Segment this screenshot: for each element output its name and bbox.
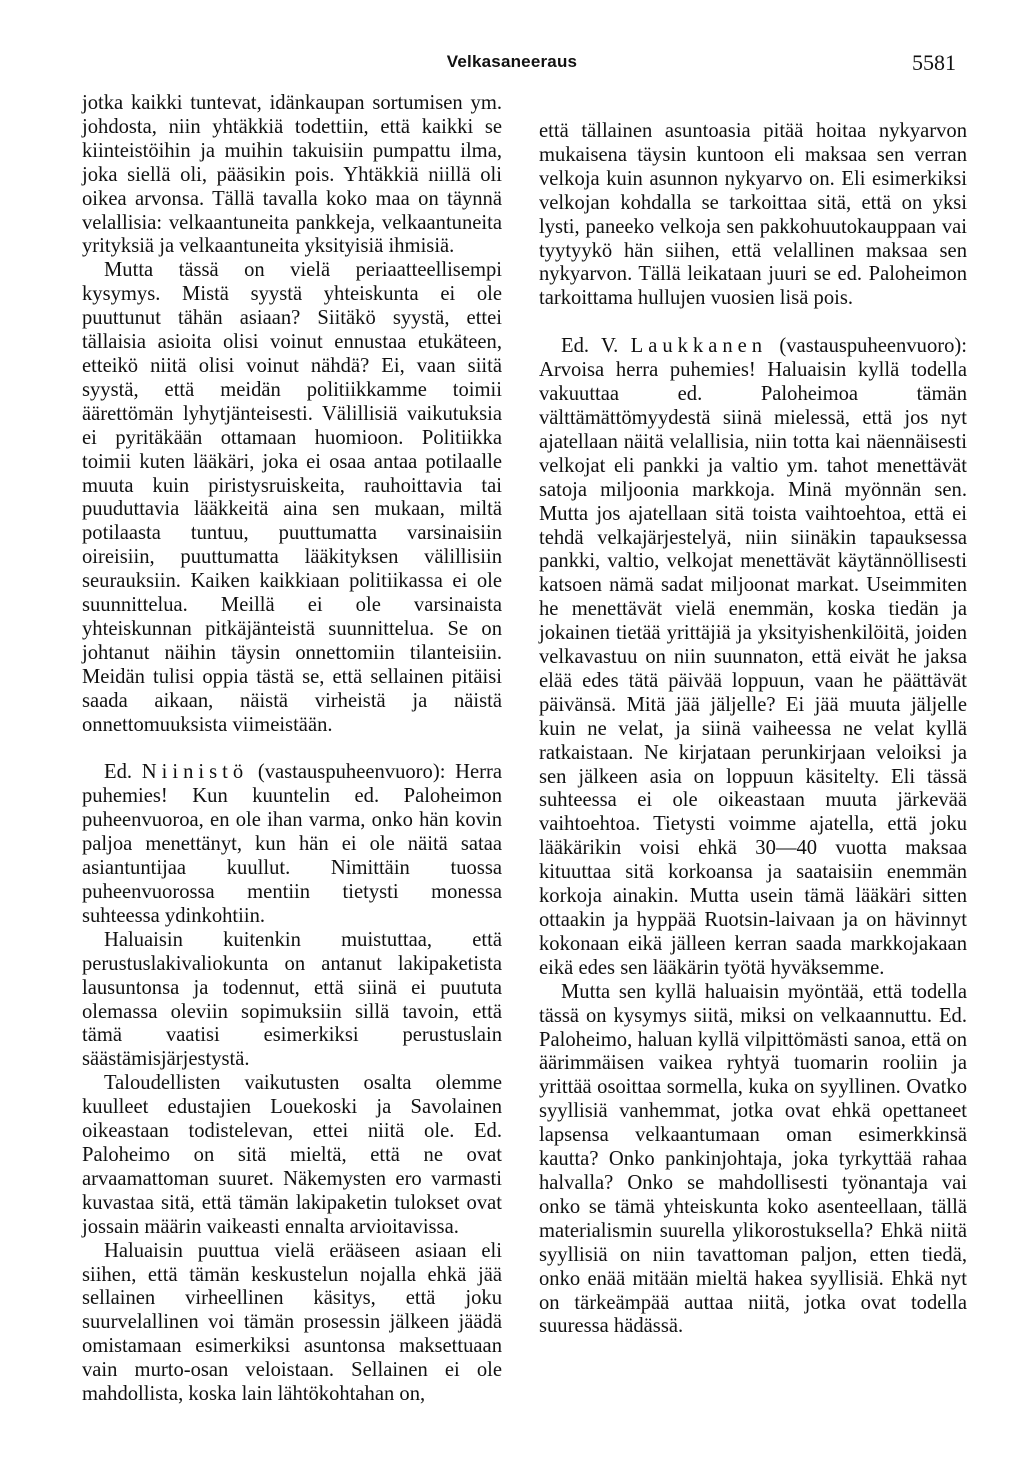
page-number: 5581 [912,50,956,75]
paragraph: Taloudellisten vaikutusten osalta olemme kuulleet edustajien Louekoski ja Savolainen oikeastaan todistelevan, ettei niitä ole. Ed. Paloheimo on sitä mieltä, että ne ovat arvaamattoman suuret. Näkemysten ero varmasti kuvastaa sitä, että tämän lakipaketin tulokset ovat jossain määrin vaikeasti ennalta arvioitavissa. [82,1072,502,1238]
speaker-name: Niinistö [141,761,249,784]
speaker-text: (vastauspuheenvuoro): Herra puhemies! Kun kuuntelin ed. Paloheimon puheenvuoroa, en ole ihan varma, onko hän kovin paljoa menettänyt, kun hän ei ole näitä sataa asiantuntijaa kuullut. Nimittäin tuossa puheenvuorossa mentiin tietysti monessa suhteessa ydinkohtiin. [82,761,502,927]
left-column [82,92,502,1407]
right-column [539,120,967,1339]
paragraph: Haluaisin kuitenkin muistuttaa, että perustuslakivaliokunta on antanut lakipaketista lausuntonsa ja todennut, että siinä ei puututa olemassa oleviin sopimuksiin sillä tavoin, että tämä vaatisi esimerkiksi perustuslain säästämisjärjestystä. [82,928,502,1071]
speaker-name: Laukkanen [630,335,768,358]
paragraph: että tällainen asuntoasia pitää hoitaa nykyarvon mukaisena täysin kuntoon eli maksaa sen verran velkoja kuin asunnon nykyarvo on. Eli esimerkiksi velkojan kohdalla se tarkoittaa sitä, että on yksi lysti, paneeko velkoja sen pakkohuutokauppaan vai tyytyykö hän siihen, että velallinen maksaa sen nykyarvon. Tällä leikataan juuri se ed. Paloheimon tarkoittama hullujen vuosien lisä pois. [539,120,967,310]
paragraph: Mutta tässä on vielä periaatteellisempi kysymys. Mistä syystä yhteiskunta ei ole puuttunut tähän asiaan? Siitäkö syystä, ettei tällaisia asioita olisi voinut ennustaa etukäteen, etteikö niitä olisi voinut nähdä? Ei, vaan siitä syystä, että meidän politiikkamme toimii äärettömän lyhytjänteisesti. Välillisiä vaikutuksia ei pyritäkään ottamaan huomioon. Politiikka toimii kuten lääkäri, joka ei osaa antaa potilaalle muuta kuin piristysruiskeita, rauhoittavia tai puuduttavia lääkkeitä aina sen mukaan, miltä potilaasta tuntuu, puuttumatta varsinaisiin oireisiin, puuttumatta lääkityksen välillisiin seurauksiin. Kaiken kaikkiaan politiikassa ei ole suunnittelua. Meillä ei ole varsinaista yhteiskunnan pitkäjänteistä suunnittelua. Se on johtanut näihin täysin onnettomiin tilanteisiin. Meidän tulisi oppia tästä se, että sellainen pitäisi saada aikaan, näistä virheistä ja näistä onnettomuuksista viimeistään. [82,259,502,736]
speaker-text: (vastauspuheenvuoro): Arvoisa herra puhemies! Haluaisin kyllä todella vakuuttaa ed. Paloheimoa tämän välttämättömyydestä siinä mielessä, että jos nyt ajatellaan näitä velallisia, niin totta kai näennäisesti velkojat eli pankki ja valtio ym. tahot menettävät satoja miljoonia markkoja. Minä myönnän sen. Mutta jos ajatellaan sitä toista vaihtoehtoa, että ei tehdä velkajärjestelyä, niin siinäkin tapauksessa pankki, valtio, velkojat menettävät käytännöllisesti katsoen nämä sadat miljoonat markat. Useimmiten he menettävät vielä enemmän, koska tiedän ja jokainen tietää yrittäjiä ja yksityishenkilöitä, joiden velkavastuu on niin suunnaton, että eivät he jaksa elää edes tätä päivää loppuun, vaan he päättävät päivänsä. Mitä jää jäljelle? Ei jää muuta jäljelle kuin ne velat, ja siinä vaiheessa ne velat kyllä ratkaistaan. Ne kirjataan perunkirjaan veloiksi ja sen jälkeen asia on loppuun käsitelty. Eli tässä suhteessa ei ole oikeastaan muuta järkevää vaihtoehtoa. Tietysti voimme ajatella, että joku lääkärikin voisi ehkä 30—40 vuotta maksaa kituuttaa sitä korkoansa ja saataisiin enemmän korkoja ainakin. Mutta usein tämä lääkäri sitten ottaakin ja hyppää Ruotsin-laivaan ja on hävinnyt kokonaan eikä jälleen kerran saada markkojakaan eikä edes sen lääkärin työtä hyväksemme. [539,335,967,979]
speaker-prefix: Ed. V. [561,335,631,358]
paragraph: Haluaisin puuttua vielä erääseen asiaan eli siihen, että tämän keskustelun nojalla ehkä jää sellainen virheellinen käsitys, että joku suurvelallinen voi tämän prosessin jälkeen jäädä omistamaan esimerkiksi asuntonsa maksettuaan vain murto-osan veloistaan. Sellainen ei ole mahdollista, koska lain lähtökohtahan on, [82,1239,502,1406]
speaker-paragraph [82,761,502,928]
speaker-prefix: Ed. [104,761,142,784]
paragraph: Mutta sen kyllä haluaisin myöntää, että todella tässä on kysymys siitä, miksi on velkaannuttu. Ed. Paloheimo, haluan kyllä vilpittömästi sanoa, että on äärimmäisen vaikea ryhtyä tuomarin rooliin ja yrittää osoittaa sormella, kuka on syyllinen. Ovatko syyllisiä vanhemmat, jotka ovat ehkä opettaneet lapsensa velkaantumaan oman esimerkkinsä kautta? Onko pankinjohtaja, joka tyrkyttää rahaa halvalla? Onko se mahdollisesti työnantaja vai onko se tämä yhteiskunta koko asenteellaan, tällä materialismin suurella ylikorostuksella? Ehkä niitä syyllisiä on niin tavattoman paljon, etten tiedä, onko enää mitään mieltä hakea syyllisiä. Ehkä nyt on tärkeämpää auttaa niitä, jotka ovat todella suuressa hädässä. [539,980,967,1338]
paragraph: jotka kaikki tuntevat, idänkaupan sortumisen ym. johdosta, niin yhtäkkiä todettiin, että kaikki se kiinteistöihin ja muihin takuisiin pumpattu ilma, joka siellä oli, pääsikin pois. Yhtäkkiä niillä oli oikea arvonsa. Tällä tavalla koko maa on täynnä velallisia: velkaantuneita pankkeja, velkaantuneita yrityksiä ja velkaantuneita yksityisiä ihmisiä. [82,92,502,258]
running-header-title: Velkasaneeraus [446,52,578,71]
speaker-paragraph [539,335,967,980]
